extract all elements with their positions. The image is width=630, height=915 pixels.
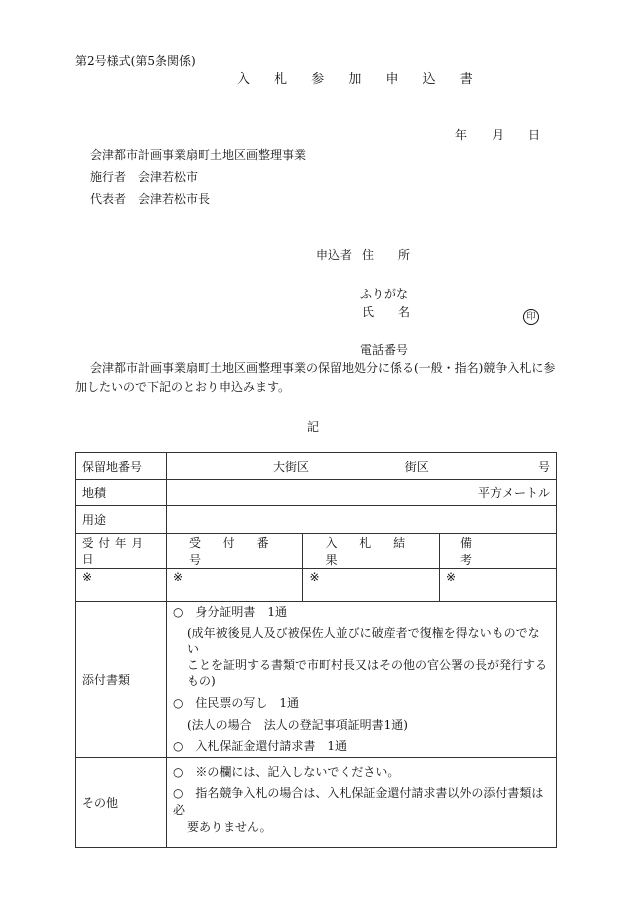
attachment-item-resident-record: ○ 住民票の写し 1通 (172, 696, 300, 710)
seal-mark (523, 304, 539, 325)
other-label: その他 (76, 758, 167, 848)
remarks-header: 備 考 (439, 534, 556, 569)
office-mark-3: ※ (303, 569, 440, 602)
lot-street-label: 街区 (404, 459, 429, 474)
use-value[interactable] (166, 506, 556, 534)
lot-no-label: 号 (537, 459, 550, 474)
use-row (76, 506, 557, 534)
attachments-list (166, 602, 556, 758)
phone-label: 電話番号 (360, 343, 409, 357)
lot-district-label: 大街区 (272, 459, 309, 474)
area-row (76, 480, 557, 506)
office-use-row (76, 569, 557, 602)
seal-icon: 印 (523, 309, 539, 325)
addressee-project: 会津都市計画事業扇町土地区画整理事業 (90, 148, 307, 162)
date-day-label: 日 (528, 128, 541, 142)
office-mark-1: ※ (76, 569, 167, 602)
attachment-note-corporate: (法人の場合 法人の登記事項証明書1通) (186, 718, 408, 732)
received-date-header: 受付年月日 (76, 534, 167, 569)
lot-number-label: 保留地番号 (76, 453, 167, 480)
use-label: 用途 (76, 506, 167, 534)
page-title: 入 札 参 加 申 込 書 (237, 72, 483, 87)
form-number: 第2号様式(第5条関係) (75, 54, 196, 68)
other-note-1: ○ ※の欄には、記入しないでください。 (172, 765, 400, 779)
body-text-line2: 加したいので下記のとおり申込みます。 (75, 380, 291, 394)
attachments-label: 添付書類 (76, 602, 167, 758)
received-number-header: 受 付 番 号 (166, 534, 303, 569)
other-notes (166, 758, 556, 848)
other-note-2-line2: 要ありません。 (186, 820, 272, 834)
attachment-note-2: ことを証明する書類で市町村長又はその他の官公署の長が発行する (186, 658, 547, 672)
other-note-2-line1: ○ 指名競争入札の場合は、入札保証金還付請求書以外の添付書類は必 (172, 786, 544, 817)
header-row (76, 534, 557, 569)
body-text-line1: 会津都市計画事業扇町土地区画整理事業の保留地処分に係る(一般・指名)競争入札に参 (90, 361, 556, 375)
name-label: 氏 名 (362, 305, 411, 319)
bid-result-header: 入 札 結 果 (303, 534, 440, 569)
lot-number-value[interactable] (166, 453, 556, 480)
record-mark: 記 (307, 420, 320, 434)
date-month-label: 月 (492, 128, 505, 142)
attachment-note-3: もの) (186, 674, 216, 688)
furigana-label: ふりがな (360, 287, 409, 301)
applicant-label: 申込者 (316, 248, 353, 262)
application-table (75, 452, 557, 848)
office-mark-4: ※ (439, 569, 556, 602)
attachments-row (76, 602, 557, 758)
lot-number-row (76, 453, 557, 480)
office-mark-2: ※ (166, 569, 303, 602)
attachment-note-1: (成年被後見人及び被保佐人並びに破産者で復権を得ないものでない (186, 626, 540, 656)
addressee-executor: 施行者 会津若松市 (90, 170, 199, 184)
area-label: 地積 (76, 480, 167, 506)
addressee-representative: 代表者 会津若松市長 (90, 192, 211, 206)
date-year-label: 年 (455, 128, 468, 142)
attachment-item-id-certificate: ○ 身分証明書 1通 (172, 605, 288, 619)
address-label: 住 所 (362, 248, 411, 262)
other-row (76, 758, 557, 848)
attachment-item-refund-request: ○ 入札保証金還付請求書 1通 (172, 739, 348, 753)
area-unit[interactable]: 平方メートル (166, 480, 556, 506)
